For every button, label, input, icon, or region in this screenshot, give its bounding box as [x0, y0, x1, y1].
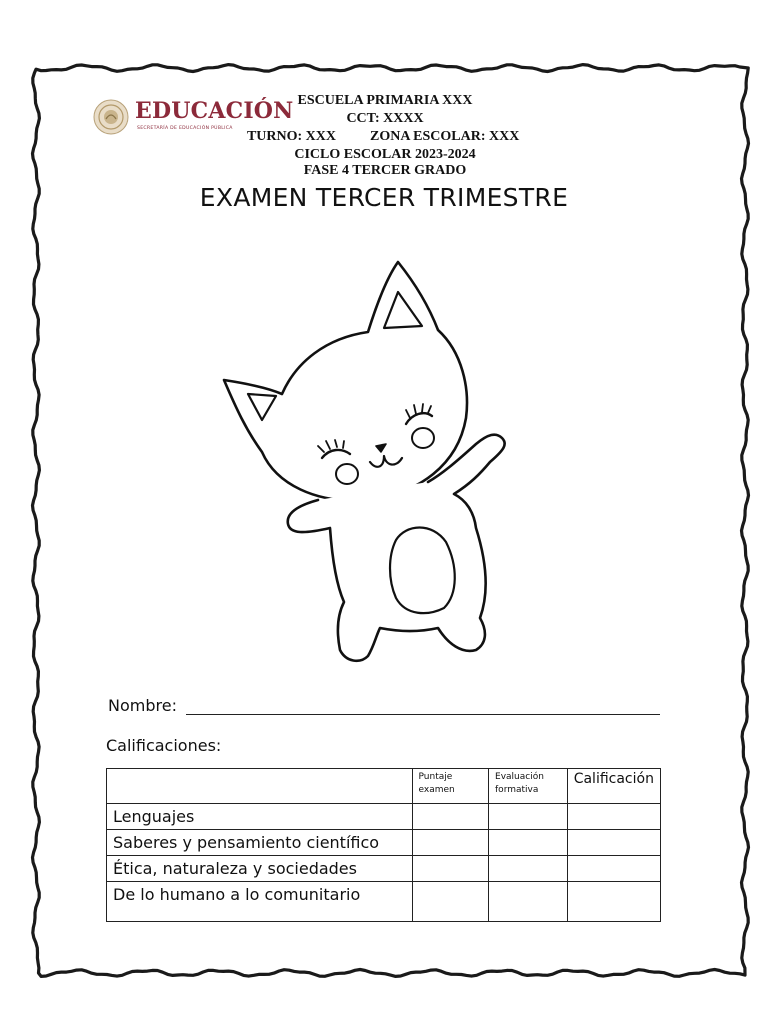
table-row [107, 830, 661, 856]
grade-phase: FASE 4 TERCER GRADO [303, 163, 467, 178]
logo-subtitle: SECRETARÍA DE EDUCACIÓN PÚBLICA [137, 126, 233, 131]
header-exam-score: Puntaje examen [412, 769, 489, 804]
name-label: Nombre: [108, 696, 177, 715]
table-header-row [107, 769, 661, 804]
turno-zona-line [246, 129, 550, 145]
logo-word: EDUCACIÓN [135, 98, 294, 124]
subject-lenguajes: Lenguajes [107, 804, 413, 830]
school-name: ESCUELA PRIMARIA XXX [297, 93, 473, 108]
cell-formative-eval[interactable] [489, 830, 568, 856]
table-row [107, 882, 661, 922]
grades-label: Calificaciones: [106, 736, 222, 755]
turno-text: TURNO: XXX [246, 129, 336, 144]
subject-humano: De lo humano a lo comunitario [107, 882, 413, 922]
header-formative-eval: Evaluación formativa [489, 769, 568, 804]
name-underline-field[interactable] [186, 714, 660, 715]
cell-formative-eval[interactable] [489, 856, 568, 882]
school-cycle: CICLO ESCOLAR 2023-2024 [294, 147, 476, 162]
cell-formative-eval[interactable] [489, 882, 568, 922]
header-subject [107, 769, 413, 804]
seal-icon [93, 99, 129, 135]
subject-saberes: Saberes y pensamiento científico [107, 830, 413, 856]
grades-table [106, 768, 661, 922]
cell-grade[interactable] [567, 856, 660, 882]
cell-formative-eval[interactable] [489, 804, 568, 830]
cell-exam-score[interactable] [412, 856, 489, 882]
subject-etica: Ética, naturaleza y sociedades [107, 856, 413, 882]
table-row [107, 856, 661, 882]
cell-grade[interactable] [567, 830, 660, 856]
cell-grade[interactable] [567, 804, 660, 830]
header-grade: Calificación [567, 769, 660, 804]
zona-text: ZONA ESCOLAR: XXX [370, 129, 520, 144]
cell-grade[interactable] [567, 882, 660, 922]
cell-exam-score[interactable] [412, 804, 489, 830]
cct-code: CCT: XXXX [346, 111, 424, 126]
cat-coloring-icon [215, 250, 505, 675]
cell-exam-score[interactable] [412, 882, 489, 922]
table-row [107, 804, 661, 830]
cell-exam-score[interactable] [412, 830, 489, 856]
exam-title: EXAMEN TERCER TRIMESTRE [199, 183, 569, 212]
